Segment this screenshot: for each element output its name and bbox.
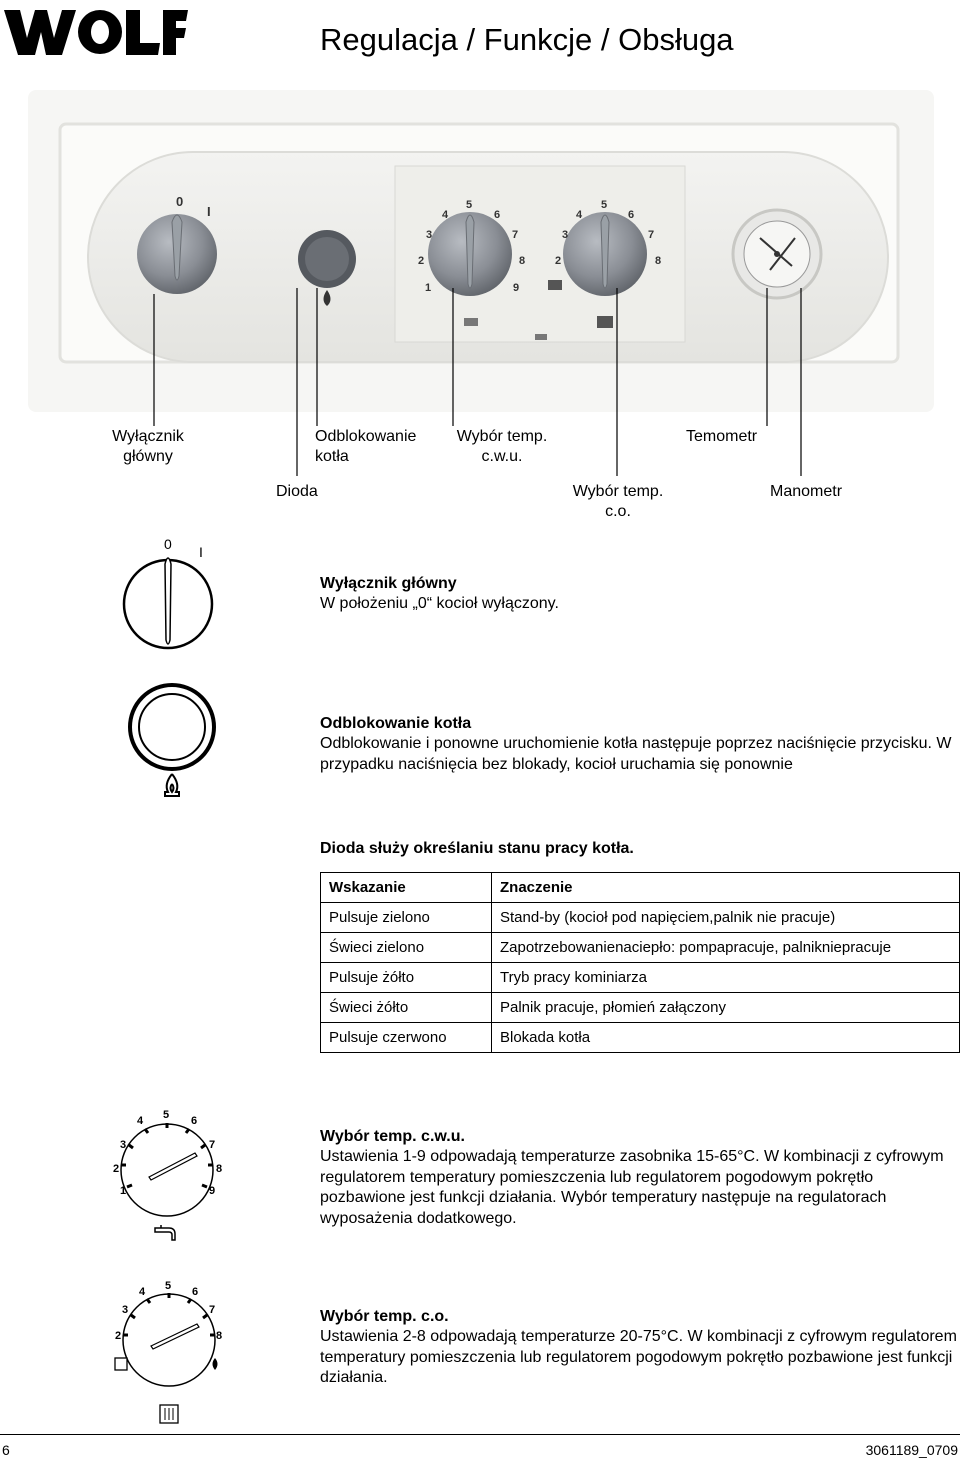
svg-text:6: 6: [494, 209, 501, 221]
callout-thermometer: Temometr: [686, 428, 758, 445]
ch-scale: [105, 1280, 235, 1390]
table-row: [321, 933, 960, 963]
main-switch-text: W położeniu „0“ kocioł wyłączony.: [320, 595, 559, 612]
switch-on-label: I: [199, 544, 203, 560]
table-cell: Palnik pracuje, płomień załączony: [492, 993, 960, 1023]
table-header-cell: Znaczenie: [492, 873, 960, 903]
table-row: [321, 993, 960, 1023]
ch-scale-3: 3: [122, 1304, 129, 1316]
callout-dhw-select: Wybór temp. c.w.u.: [456, 428, 548, 465]
table-header-row: [321, 873, 960, 903]
svg-text:5: 5: [601, 199, 608, 211]
dhw-scale-6: 6: [191, 1115, 198, 1127]
dhw-scale-5: 5: [163, 1109, 170, 1121]
ch-scale-7: 7: [209, 1304, 216, 1316]
callout-ch-select: Wybór temp. c.o.: [572, 483, 664, 520]
dhw-scale-4: 4: [137, 1115, 144, 1127]
dhw-scale-2: 2: [113, 1163, 120, 1175]
callout-main-switch: Wyłącznik główny: [112, 428, 184, 465]
table-cell: Świeci zielono: [321, 933, 492, 963]
svg-text:8: 8: [655, 255, 662, 267]
table-header-cell: Wskazanie: [321, 873, 492, 903]
table-row: [321, 1023, 960, 1053]
table-cell: Świeci żółto: [321, 993, 492, 1023]
table-row: [321, 963, 960, 993]
reset-button-diagram: [125, 680, 225, 805]
svg-text:4: 4: [442, 209, 449, 221]
footer-rule: [0, 1434, 960, 1435]
ch-scale-6: 6: [192, 1286, 199, 1298]
table-cell: Blokada kotła: [492, 1023, 960, 1053]
page-title: Regulacja / Funkcje / Obsługa: [320, 22, 734, 57]
table-cell: Stand-by (kocioł pod napięciem,palnik nie pracuje): [492, 903, 960, 933]
svg-text:9: 9: [513, 282, 520, 294]
diode-title: Dioda służy określaniu stanu pracy kotła.: [320, 840, 634, 857]
svg-text:7: 7: [512, 229, 519, 241]
dhw-scale-1: 1: [120, 1185, 127, 1197]
dhw-scale-3: 3: [120, 1139, 127, 1151]
dhw-title: Wybór temp. c.w.u.: [320, 1128, 465, 1145]
callout-reset: Odblokowanie kotła: [315, 428, 417, 465]
table-cell: Pulsuje żółto: [321, 963, 492, 993]
ch-scale-4: 4: [139, 1286, 146, 1298]
svg-text:2: 2: [555, 255, 562, 267]
table-cell: Tryb pracy kominiarza: [492, 963, 960, 993]
table-cell: Zapotrzebowanienaciepło: pompapracuje, palnikniepracuje: [492, 933, 960, 963]
dhw-scale: [105, 1105, 235, 1215]
ch-scale-8: 8: [216, 1330, 223, 1342]
svg-text:1: 1: [425, 282, 432, 294]
svg-text:4: 4: [576, 209, 583, 221]
led-status-table: [320, 872, 960, 1053]
callout-diode: Dioda: [276, 483, 318, 500]
ch-title: Wybór temp. c.o.: [320, 1308, 449, 1325]
reset-text: Odblokowanie i ponowne uruchomienie kotła następuje poprzez naciśnięcie przycisku. W przypadku naciśnięcia bez blokady, kocioł uruchamia się ponownie: [320, 735, 952, 773]
main-switch-title: Wyłącznik główny: [320, 575, 457, 592]
dhw-scale-7: 7: [209, 1139, 216, 1151]
svg-text:2: 2: [418, 255, 425, 267]
ch-scale-5: 5: [165, 1280, 172, 1292]
svg-text:I: I: [207, 204, 211, 219]
flame-icon: [165, 774, 179, 796]
dhw-text: Ustawienia 1-9 odpowadają temperaturze zasobnika 15-65°C. W kombinacji z cyfrowym regulatorem temperatury pomieszczenia lub regulatorem pogodowym pokrętło pozbawione jest funkcji działania. Wybór temperatury następuje na regulatorach wyposażenia dodatkowego.: [320, 1148, 944, 1227]
ch-scale-2: 2: [115, 1330, 122, 1342]
table-row: [321, 903, 960, 933]
svg-text:0: 0: [176, 194, 184, 209]
doc-number: 3061189_0709: [865, 1442, 958, 1458]
table-cell: Pulsuje zielono: [321, 903, 492, 933]
page-number: 6: [2, 1442, 10, 1458]
dhw-scale-9: 9: [209, 1185, 216, 1197]
table-cell: Pulsuje czerwono: [321, 1023, 492, 1053]
svg-text:6: 6: [628, 209, 635, 221]
svg-text:8: 8: [519, 255, 526, 267]
dhw-scale-8: 8: [216, 1163, 223, 1175]
wolf-logo: [0, 0, 190, 60]
reset-title: Odblokowanie kotła: [320, 715, 472, 732]
svg-text:7: 7: [648, 229, 655, 241]
tap-icon: [155, 1225, 175, 1240]
ch-text: Ustawienia 2-8 odpowadają temperaturze 20-75°C. W kombinacji z cyfrowym regulatorem temperatury pomieszczenia lub regulatorem pogodowym pokrętło pozbawione jest funkcji działania.: [320, 1328, 957, 1386]
callout-manometer: Manometr: [770, 483, 843, 500]
svg-text:3: 3: [562, 229, 569, 241]
svg-text:3: 3: [426, 229, 433, 241]
svg-text:5: 5: [466, 199, 473, 211]
switch-off-label: 0: [164, 536, 172, 552]
